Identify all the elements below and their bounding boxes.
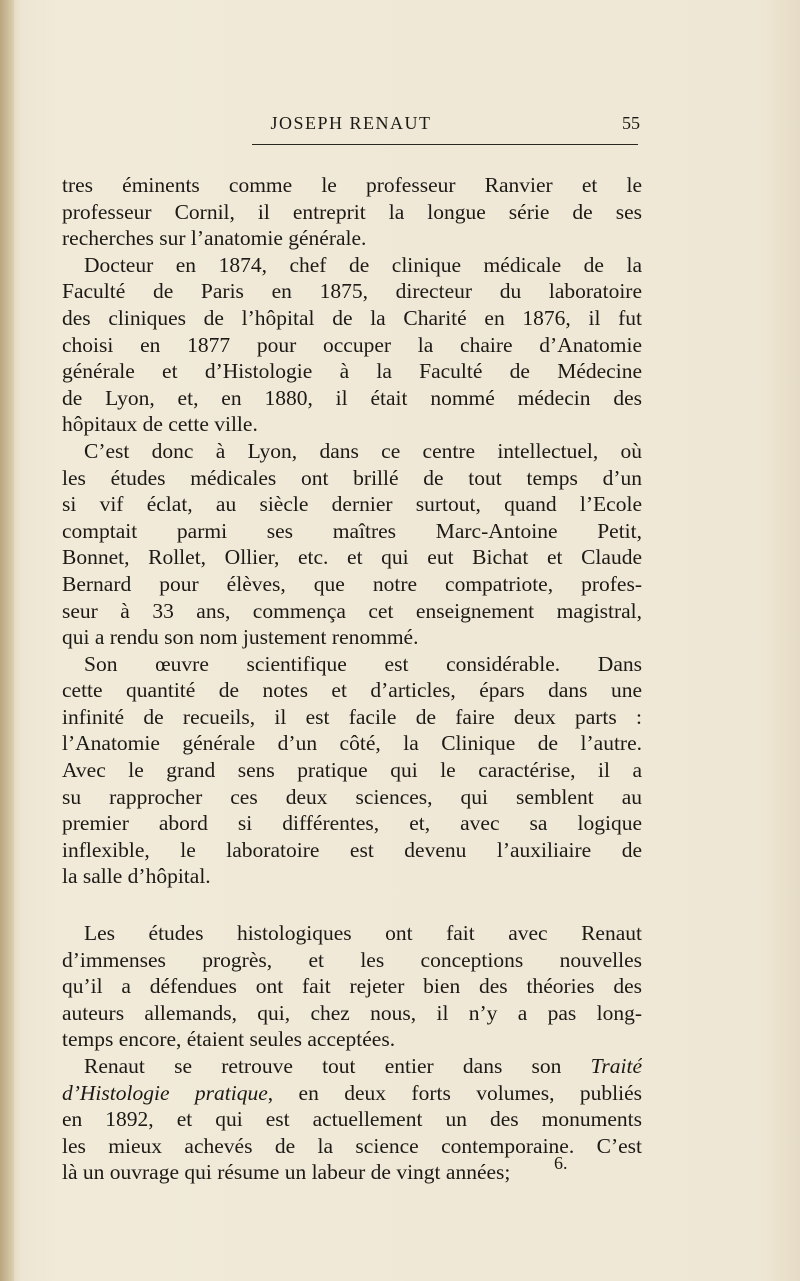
text-line: générale et d’Histologie à la Faculté de Médecine (62, 359, 642, 384)
page-spine-shadow (0, 0, 14, 1281)
text-line: les études médicales ont brillé de tout temps d’un (62, 465, 642, 490)
text-line: seur à 33 ans, commença cet enseignement magistral, (62, 598, 642, 623)
text-line: la salle d’hôpital. (62, 864, 211, 889)
text-line: de Lyon, et, en 1880, il était nommé médecin des (62, 385, 642, 410)
text-line: professeur Cornil, il entreprit la longue série de ses (62, 199, 642, 224)
text-line: Avec le grand sens pratique qui le caractérise, il a (62, 758, 642, 783)
text-line: qu’il a défendues ont fait rejeter bien des théories des (62, 974, 642, 999)
running-title: JOSEPH RENAUT (270, 113, 432, 133)
text-line: Bonnet, Rollet, Ollier, etc. et qui eut Bichat et Claude (62, 545, 642, 570)
text-line: C’est donc à Lyon, dans ce centre intellectuel, où (84, 438, 642, 463)
body-text (62, 172, 642, 1186)
text-line: là un ouvrage qui résume un labeur de vingt années; (62, 1160, 511, 1185)
paragraph-gap (62, 890, 642, 920)
text-line: Bernard pour élèves, que notre compatriote, profes- (62, 571, 642, 596)
text-line: tres éminents comme le professeur Ranvier et le (62, 173, 642, 197)
book-title-run: Traité (590, 1054, 642, 1078)
text-line: hôpitaux de cette ville. (62, 412, 258, 437)
text-line: cette quantité de notes et d’articles, épars dans une (62, 678, 642, 703)
text-line: auteurs allemands, qui, chez nous, il n’y a pas long- (62, 1000, 642, 1025)
text-line: des cliniques de l’hôpital de la Charité en 1876, il fut (62, 305, 642, 330)
header-rule (252, 144, 638, 145)
text-line: Faculté de Paris en 1875, directeur du laboratoire (62, 279, 642, 304)
signature-mark: 6. (554, 1153, 568, 1173)
book-title-run: d’Histologie pratique (62, 1080, 268, 1105)
text-line: Son œuvre scientifique est considérable. Dans (84, 651, 642, 676)
text-line: premier abord si différentes, et, avec sa logique (62, 811, 642, 836)
text-run: , en deux forts volumes, publiés (267, 1080, 642, 1105)
text-line (62, 1053, 642, 1080)
text-line: Les études histologiques ont fait avec Renaut (84, 921, 642, 946)
text-line: si vif éclat, au siècle dernier surtout, quand l’Ecole (62, 492, 642, 517)
text-line: l’Anatomie générale d’un côté, la Clinique de l’autre. (62, 731, 642, 756)
text-line: les mieux achevés de la science contemporaine. C’est (62, 1133, 642, 1158)
text-line: temps encore, étaient seules acceptées. (62, 1027, 396, 1052)
text-line: d’immenses progrès, et les conceptions nouvelles (62, 947, 642, 972)
text-line: su rapprocher ces deux sciences, qui semblent au (62, 784, 642, 809)
text-line (62, 1080, 642, 1107)
running-head (62, 110, 640, 136)
text-line: inflexible, le laboratoire est devenu l’auxiliaire de (62, 837, 642, 862)
text-line: infinité de recueils, il est facile de faire deux parts : (62, 704, 642, 729)
text-run: Renaut se retrouve tout entier dans son (84, 1054, 591, 1078)
page-number: 55 (622, 113, 640, 133)
text-line: recherches sur l’anatomie générale. (62, 226, 367, 251)
text-line: Docteur en 1874, chef de clinique médicale de la (84, 252, 642, 277)
text-line: comptait parmi ses maîtres Marc-Antoine Petit, (62, 518, 642, 543)
text-line: en 1892, et qui est actuellement un des monuments (62, 1107, 642, 1132)
text-line: choisi en 1877 pour occuper la chaire d’Anatomie (62, 332, 642, 357)
text-line: qui a rendu son nom justement renommé. (62, 625, 419, 650)
